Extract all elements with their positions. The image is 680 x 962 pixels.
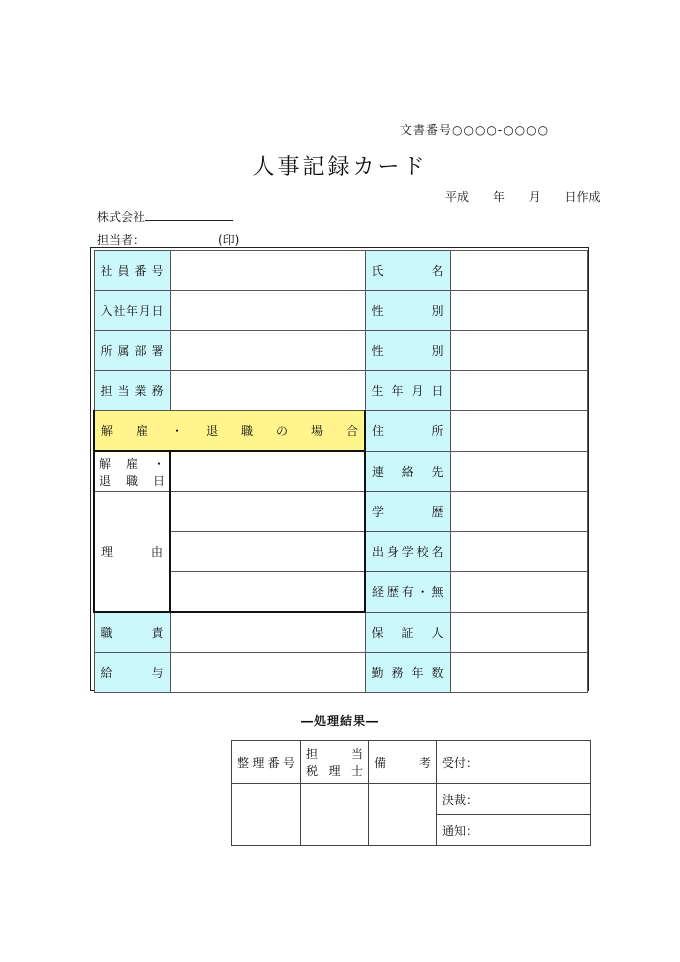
person-in-charge-field [97, 231, 240, 248]
company-underline[interactable] [145, 210, 233, 221]
label-gender-1: 性 別 [365, 291, 450, 331]
label-salary: 給 与 [94, 653, 170, 693]
label-tax-line1: 担 当 [306, 747, 363, 761]
value-department[interactable] [170, 331, 365, 371]
value-tax-accountant[interactable] [301, 784, 369, 846]
value-contact[interactable] [450, 451, 587, 492]
label-position: 職 責 [94, 612, 170, 653]
value-address[interactable] [450, 411, 587, 452]
table-row [94, 331, 587, 371]
table-row [94, 653, 587, 693]
label-education: 学 歴 [365, 492, 450, 532]
value-remarks[interactable] [369, 784, 437, 846]
label-duties: 担当業務 [94, 371, 170, 411]
date-era: 平成 [445, 190, 470, 204]
value-career[interactable] [450, 572, 587, 613]
value-reason-2[interactable] [170, 532, 365, 572]
label-gender-2: 性 別 [365, 331, 450, 371]
dismissal-section-header: 解雇・退職の場合 [94, 411, 365, 452]
value-employee-no[interactable] [170, 251, 365, 291]
table-row [94, 612, 587, 653]
label-hire-date: 入社年月日 [94, 291, 170, 331]
table-row [94, 411, 587, 452]
value-birth-date[interactable] [450, 371, 587, 411]
label-dismissal-date [94, 451, 170, 492]
label-department: 所属部署 [94, 331, 170, 371]
value-gender-1[interactable] [450, 291, 587, 331]
field-received[interactable]: 受付： [437, 741, 591, 784]
table-row [232, 784, 591, 815]
company-label: 株式会社 [97, 210, 146, 224]
date-day: 日作成 [564, 190, 601, 204]
value-reason-3[interactable] [170, 572, 365, 613]
value-position[interactable] [170, 612, 365, 653]
table-row [94, 492, 587, 532]
label-reg-no: 整理番号 [232, 741, 301, 784]
date-year: 年 [492, 190, 505, 204]
value-dismissal-date[interactable] [170, 451, 365, 492]
value-salary[interactable] [170, 653, 365, 693]
field-notice[interactable]: 通知： [437, 815, 591, 846]
value-reason-1[interactable] [170, 492, 365, 532]
label-reason: 理 由 [94, 492, 170, 613]
label-guarantor: 保証人 [365, 612, 450, 653]
label-tax-line2: 税理士 [306, 764, 363, 778]
table-row [232, 741, 591, 784]
label-name: 氏 名 [365, 251, 450, 291]
label-school: 出身学校名 [365, 532, 450, 572]
value-duties[interactable] [170, 371, 365, 411]
processing-table [231, 740, 591, 846]
label-tax-accountant [301, 741, 369, 784]
company-field [97, 208, 233, 225]
value-education[interactable] [450, 492, 587, 532]
value-hire-date[interactable] [170, 291, 365, 331]
table-row [94, 451, 587, 492]
label-years: 勤務年数 [365, 653, 450, 693]
label-remarks: 備 考 [369, 741, 437, 784]
field-approval[interactable]: 決裁： [437, 784, 591, 815]
label-address: 住 所 [365, 411, 450, 452]
table-row [94, 371, 587, 411]
seal-mark: (印) [218, 233, 240, 247]
label-dismissal-date-line2: 退職日 [99, 473, 165, 488]
creation-date [445, 188, 601, 205]
date-month: 月 [528, 190, 541, 204]
label-dismissal-date-line1: 解雇・ [99, 456, 165, 471]
value-guarantor[interactable] [450, 612, 587, 653]
table-row [94, 291, 587, 331]
document-number: 文書番号○○○○-○○○○ [400, 123, 550, 137]
label-birth-date: 生年月日 [365, 371, 450, 411]
table-row [94, 251, 587, 291]
record-card-table [93, 250, 588, 693]
value-years[interactable] [450, 653, 587, 693]
processing-section-title: ―処理結果― [300, 714, 379, 728]
label-contact: 連絡先 [365, 451, 450, 492]
value-school[interactable] [450, 532, 587, 572]
value-gender-2[interactable] [450, 331, 587, 371]
page-title: 人事記録カード [252, 155, 428, 180]
value-name[interactable] [450, 251, 587, 291]
label-career: 経歴有・無 [365, 572, 450, 613]
label-employee-no: 社員番号 [94, 251, 170, 291]
value-reg-no[interactable] [232, 784, 301, 846]
person-label: 担当者： [97, 233, 146, 247]
